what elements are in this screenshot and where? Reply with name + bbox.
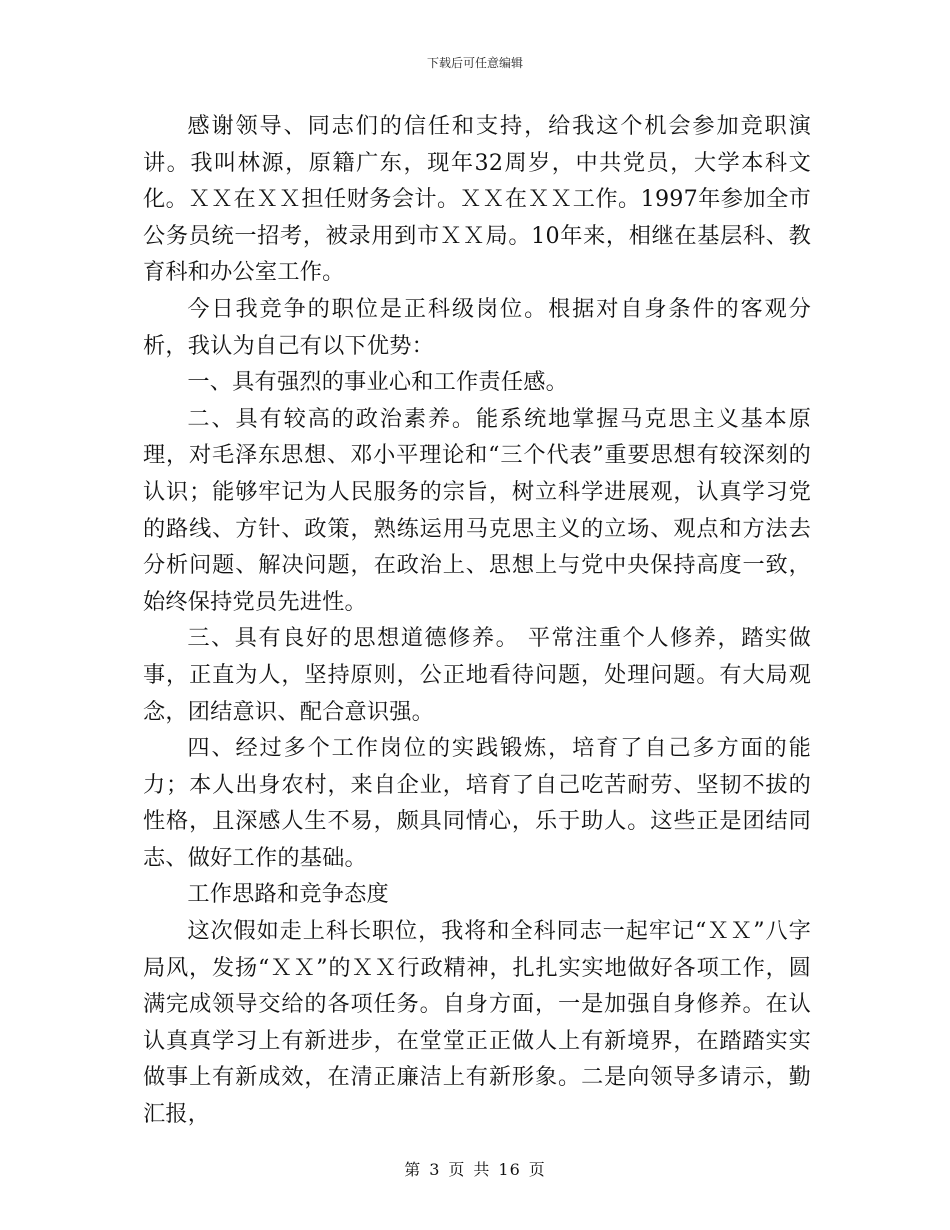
- current-page: 3: [429, 1160, 441, 1179]
- page-prefix: 第: [404, 1160, 422, 1179]
- section-heading: 工作思路和竞争态度: [187, 881, 389, 908]
- page-suffix: 页: [528, 1160, 546, 1179]
- paragraph-position: 今日我竞争的职位是正科级岗位。根据对自身条件的客观分析，我认为自己有以下优势：: [143, 295, 811, 359]
- page-number: [0, 1157, 950, 1180]
- paragraph-plan: 这次假如走上科长职位，我将和全科同志一起牢记“ＸＸ”八字局风，发扬“ＸＸ”的ＸＸ行政精神，扎扎实实地做好各项工作，圆满完成领导交给的各项任务。自身方面，一是加强自身修养。在认认真真学习上有新进步，在堂堂正正做人上有新境界，在踏踏实实做事上有新成效，在清正廉洁上有新形象。二是向领导多请示，勤汇报，: [143, 918, 811, 1128]
- paragraph-advantage-4: 四、经过多个工作岗位的实践锻炼，培育了自己多方面的能力；本人出身农村，来自企业，培育了自己吃苦耐劳、坚韧不拔的性格，且深感人生不易，颇具同情心，乐于助人。这些正是团结同志、做好工作的基础。: [143, 735, 811, 871]
- paragraph-advantage-1: 一、具有强烈的事业心和工作责任感。: [187, 369, 568, 396]
- total-pages: 16: [498, 1160, 521, 1179]
- paragraph-advantage-3: 三、具有良好的思想道德修养。 平常注重个人修养，踏实做事，正直为人，坚持原则，公正地看待问题，处理问题。有大局观念，团结意识、配合意识强。: [143, 625, 811, 725]
- document-body: [143, 108, 811, 1133]
- header-note: 下载后可任意编辑: [426, 56, 523, 70]
- total-label: 共: [473, 1160, 491, 1179]
- paragraph-intro: 感谢领导、同志们的信任和支持，给我这个机会参加竞职演讲。我叫林源，原籍广东，现年32周岁，中共党员，大学本科文化。ＸＸ在ＸＸ担任财务会计。ＸＸ在ＸＸ工作。1997年参加全市公务员统一招考，被录用到市ＸＸ局。10年来，相继在基层科、教育科和办公室工作。: [143, 113, 811, 286]
- paragraph-advantage-2: 二、具有较高的政治素养。能系统地掌握马克思主义基本原理，对毛泽东思想、邓小平理论和“三个代表”重要思想有较深刻的认识；能够牢记为人民服务的宗旨，树立科学进展观，认真学习党的路线、方针、政策，熟练运用马克思主义的立场、观点和方法去分析问题、解决问题，在政治上、思想上与党中央保持高度一致，始终保持党员先进性。: [143, 405, 811, 615]
- page-middle: 页: [448, 1160, 466, 1179]
